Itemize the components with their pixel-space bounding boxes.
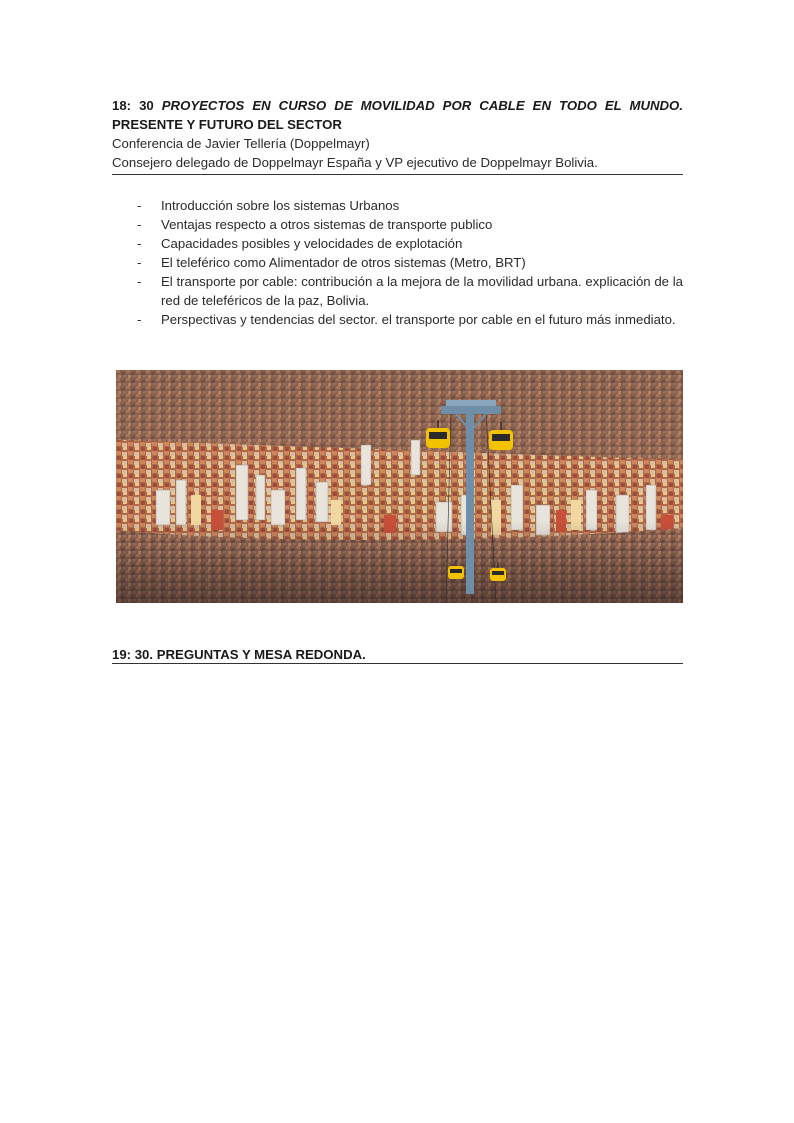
session-title bbox=[112, 96, 683, 115]
section-divider bbox=[112, 663, 683, 664]
la-paz-cable-car-photo bbox=[116, 370, 683, 603]
cityscape-illustration bbox=[116, 370, 683, 603]
list-item: - Capacidades posibles y velocidades de explotación bbox=[137, 236, 463, 251]
list-item: - Introducción sobre los sistemas Urbanos bbox=[137, 198, 400, 213]
list-item: - El transporte por cable: contribución a la mejora de la movilidad urbana. explicación de la red de teleféricos de la paz, Bolivia. bbox=[137, 274, 683, 308]
speaker-role: Consejero delegado de Doppelmayr España y VP ejecutivo de Doppelmayr Bolivia. bbox=[112, 155, 598, 170]
session2-title: 19: 30. PREGUNTAS Y MESA REDONDA. bbox=[112, 647, 366, 662]
speaker-line: Conferencia de Javier Tellería (Doppelmayr) bbox=[112, 136, 370, 151]
list-item: - Ventajas respecto a otros sistemas de transporte publico bbox=[137, 217, 493, 232]
session-time: 18: 30 bbox=[112, 98, 154, 113]
section-divider bbox=[112, 174, 683, 175]
list-item: - El teleférico como Alimentador de otros sistemas (Metro, BRT) bbox=[137, 255, 526, 270]
list-item: - Perspectivas y tendencias del sector. el transporte por cable en el futuro más inmediato. bbox=[137, 312, 676, 327]
session-title-text: PROYECTOS EN CURSO DE MOVILIDAD POR CABLE EN TODO EL MUNDO. bbox=[161, 98, 683, 113]
session-subtitle: PRESENTE Y FUTURO DEL SECTOR bbox=[112, 117, 342, 132]
topics-list bbox=[112, 196, 683, 329]
